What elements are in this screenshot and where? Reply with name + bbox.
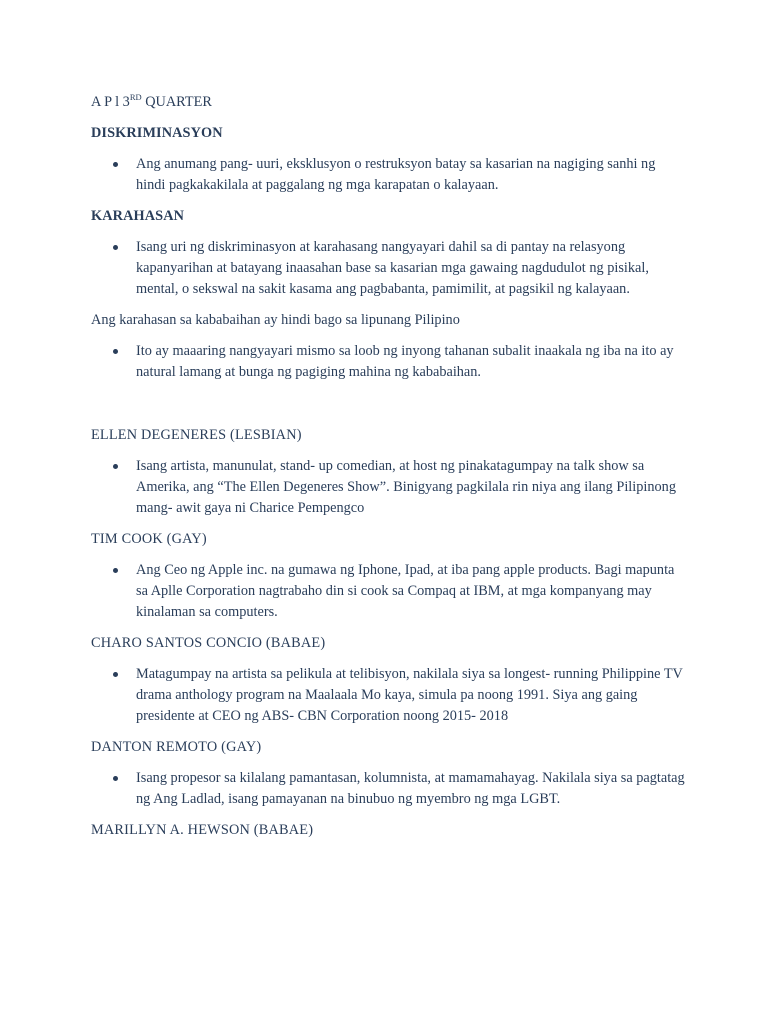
person-heading-charo-santos: CHARO SANTOS CONCIO (BABAE): [91, 635, 326, 651]
section-statement: Ang karahasan sa kababaihan ay hindi bago sa lipunang Pilipino: [91, 312, 460, 328]
list-item: [91, 154, 686, 196]
bullet-icon: [113, 776, 118, 781]
bullet-text: Ang Ceo ng Apple inc. na gumawa ng Iphone, Ipad, at iba pang apple products. Bagi mapunta sa Aplle Corporation nagtrabaho din si cook sa Compaq at IBM, at mga kompanyang may kinalaman sa computers.: [136, 562, 675, 620]
bullet-list: [91, 560, 686, 623]
person-heading-danton-remoto: DANTON REMOTO (GAY): [91, 739, 262, 755]
bullet-text: Matagumpay na artista sa pelikula at telibisyon, nakilala siya sa longest- running Philippine TV drama anthology program na Maalaala Mo kaya, simula pa noong 1991. Siya ang gaing presidente at CEO ng ABS- CBN Corporation noong 2015- 2018: [136, 666, 683, 724]
bullet-list: [91, 456, 686, 519]
person-heading-marillyn-hewson: MARILLYN A. HEWSON (BABAE): [91, 822, 314, 838]
bullet-list: [91, 237, 686, 300]
list-item: [91, 664, 686, 727]
bullet-text: Isang uri ng diskriminasyon at karahasang nangyayari dahil sa di pantay na relasyong kapanyarihan at batayang inaasahan base sa kasarian mga gawaing nagdudulot ng pisikal, mental, o sekswal na sakit kasama ang pagbabanta, pamimilit, at pagsikil ng kalayaan.: [136, 239, 649, 297]
list-item: [91, 341, 686, 383]
bullet-text: Ang anumang pang- uuri, eksklusyon o restruksyon batay sa kasarian na nagiging sanhi ng hindi pagkakakilala at paggalang ng mga karapatan o kalayaan.: [136, 156, 656, 193]
bullet-icon: [113, 464, 118, 469]
bullet-list: [91, 768, 686, 810]
bullet-icon: [113, 349, 118, 354]
list-item: [91, 456, 686, 519]
bullet-icon: [113, 568, 118, 573]
title-prefix: A P l 3: [91, 94, 130, 110]
bullet-list: [91, 341, 686, 383]
document-title: [91, 92, 686, 113]
bullet-icon: [113, 245, 118, 250]
person-heading-tim-cook: TIM COOK (GAY): [91, 531, 207, 547]
person-heading-ellen: ELLEN DEGENERES (LESBIAN): [91, 427, 302, 443]
section-heading-karahasan: KARAHASAN: [91, 208, 185, 224]
title-superscript: RD: [129, 92, 142, 102]
bullet-icon: [113, 672, 118, 677]
bullet-text: Ito ay maaaring nangyayari mismo sa loob ng inyong tahanan subalit inaakala ng iba na ito ay natural lamang at bunga ng pagiging mahina ng kababaihan.: [136, 343, 674, 380]
bullet-icon: [113, 162, 118, 167]
blank-spacer: [91, 393, 686, 425]
bullet-list: [91, 664, 686, 727]
list-item: [91, 237, 686, 300]
bullet-text: Isang artista, manunulat, stand- up comedian, at host ng pinakatagumpay na talk show sa Amerika, ang “The Ellen Degeneres Show”. Binigyang pagkilala rin niya ang ilang Pilipinong mang- awit gaya ni Charice Pempengco: [136, 458, 676, 516]
document-page: [91, 92, 686, 851]
list-item: [91, 768, 686, 810]
title-suffix: QUARTER: [141, 94, 212, 110]
section-heading-diskriminasyon: DISKRIMINASYON: [91, 125, 223, 141]
bullet-text: Isang propesor sa kilalang pamantasan, kolumnista, at mamamahayag. Nakilala siya sa pagtatag ng Ang Ladlad, isang pamayanan na binubuo ng myembro ng mga LGBT.: [136, 770, 685, 807]
list-item: [91, 560, 686, 623]
bullet-list: [91, 154, 686, 196]
